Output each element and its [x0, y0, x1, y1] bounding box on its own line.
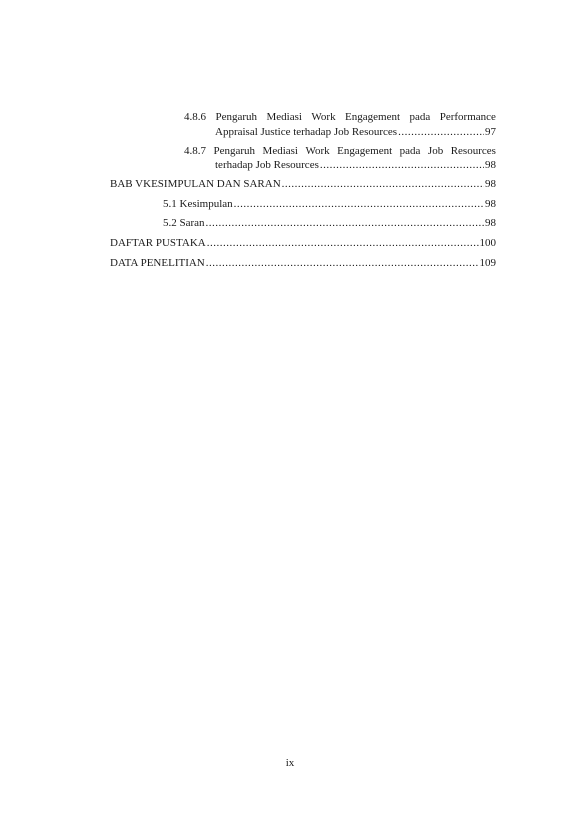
toc-page-number: 98 — [485, 159, 496, 171]
toc-entry-word: Work — [305, 145, 330, 157]
toc-page-number: 98 — [485, 217, 496, 229]
toc-entry-5-1 — [163, 197, 496, 211]
toc-page-number: 109 — [479, 257, 496, 269]
toc-entry-number: 4.8.7 — [184, 145, 206, 157]
toc-entry-4-8-6-line2 — [215, 125, 496, 139]
toc-entry-4-8-6-line1 — [184, 110, 496, 124]
toc-page-number: 98 — [485, 178, 496, 190]
toc-page-number: 98 — [485, 198, 496, 210]
toc-page-number: 100 — [479, 237, 496, 249]
dot-leader — [207, 236, 479, 250]
dot-leader — [206, 216, 484, 230]
dot-leader — [206, 256, 479, 270]
toc-entry-title: terhadap Job Resources — [215, 159, 319, 171]
toc-entry-data-penelitian — [110, 256, 496, 270]
toc-entry-word: Mediasi — [266, 111, 302, 123]
toc-entry-word: Pengaruh — [213, 145, 256, 157]
toc-entry-word: Pengaruh — [215, 111, 258, 123]
toc-entry-word: Job — [427, 145, 444, 157]
toc-entry-word: Engagement — [337, 145, 393, 157]
toc-entry-word: pada — [399, 145, 421, 157]
dot-leader — [320, 158, 484, 172]
toc-entry-4-8-7-line2 — [215, 158, 496, 172]
toc-entry-title: KESIMPULAN DAN SARAN — [143, 178, 281, 190]
toc-entry-word: Resources — [450, 145, 496, 157]
toc-entry-title: Appraisal Justice terhadap Job Resources — [215, 126, 398, 138]
toc-entry-word: Engagement — [345, 111, 401, 123]
dot-leader — [234, 197, 484, 211]
toc-entry-5-2 — [163, 216, 496, 230]
toc-entry-title: DATA PENELITIAN — [110, 257, 205, 269]
toc-entry-word: Mediasi — [262, 145, 298, 157]
toc-entry-4-8-7-line1 — [184, 144, 496, 158]
toc-chapter-label: BAB V — [110, 178, 144, 190]
toc-entry-title: 5.1 Kesimpulan — [163, 198, 233, 210]
toc-entry-word: pada — [409, 111, 431, 123]
toc-entry-word: Work — [311, 111, 336, 123]
dot-leader — [282, 177, 484, 191]
dot-leader — [398, 125, 484, 139]
toc-entry-bab-v — [110, 177, 496, 191]
toc-entry-title: 5.2 Saran — [163, 217, 205, 229]
page-number: ix — [285, 757, 295, 769]
toc-entry-word: Performance — [439, 111, 496, 123]
toc-entry-title: DAFTAR PUSTAKA — [110, 237, 206, 249]
toc-entry-daftar-pustaka — [110, 236, 496, 250]
toc-page-number: 97 — [485, 126, 496, 138]
toc-entry-number: 4.8.6 — [184, 111, 206, 123]
